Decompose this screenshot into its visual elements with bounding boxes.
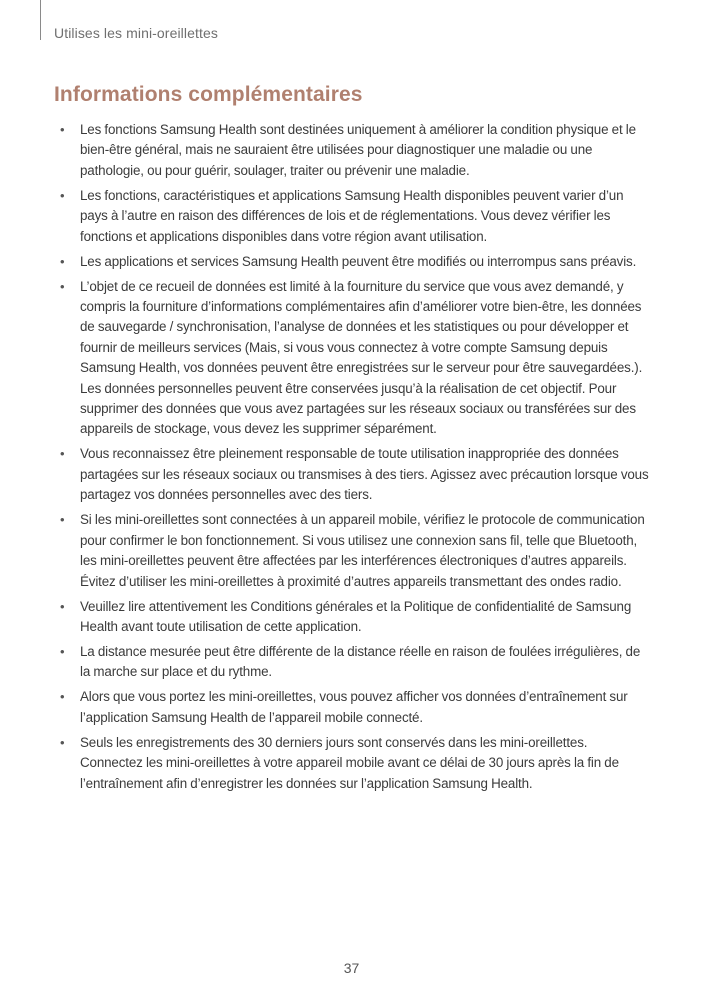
bullet-icon: • — [60, 446, 65, 462]
list-item-text: Seuls les enregistrements des 30 derniers jours sont conservés dans les mini-oreillettes. Connectez les mini-oreillettes à votre appareil mobile avant ce délai de 30 jours après la fin de l’entraînement afin d’enregistrer les données sur l’application Samsung Health. — [80, 734, 619, 791]
bullet-icon: • — [60, 512, 65, 528]
list-item — [60, 597, 650, 638]
bullet-icon: • — [60, 734, 65, 750]
list-item-text: Si les mini-oreillettes sont connectées à un appareil mobile, vérifiez le protocole de communication pour confirmer le bon fonctionnement. Si vous utilisez une connexion sans fil, telle que Bluetooth, les mini-oreillettes peuvent être affectées par les interférences électroniques d’autres appareils. Évitez d’utiliser les mini-oreillettes à proximité d’autres appareils transmettant des ondes radio. — [80, 512, 645, 589]
page-number: 37 — [343, 960, 360, 976]
list-item-text: Vous reconnaissez être pleinement responsable de toute utilisation inappropriée des données partagées sur les réseaux sociaux ou transmises à des tiers. Agissez avec précaution lorsque vous partagez vos données personnelles avec des tiers. — [80, 446, 649, 503]
list-item-text: La distance mesurée peut être différente de la distance réelle en raison de foulées irrégulières, de la marche sur place et du rythme. — [80, 643, 641, 680]
bullet-icon: • — [60, 278, 65, 294]
bullet-icon: • — [60, 643, 65, 659]
list-item — [60, 687, 650, 728]
list-item — [60, 252, 650, 272]
list-item — [60, 642, 650, 683]
list-item — [60, 733, 650, 794]
bullet-icon: • — [60, 253, 65, 269]
list-item-text: Alors que vous portez les mini-oreillettes, vous pouvez afficher vos données d’entraînement sur l’application Samsung Health de l’appareil mobile connecté. — [80, 689, 628, 725]
bullet-icon: • — [60, 598, 65, 614]
list-item-text: Veuillez lire attentivement les Conditions générales et la Politique de confidentialité de Samsung Health avant toute utilisation de cette application. — [80, 598, 632, 634]
bullet-list — [60, 120, 650, 799]
list-item-text: Les fonctions, caractéristiques et applications Samsung Health disponibles peuvent varier d’un pays à l’autre en raison des différences de lois et de réglementations. Vous devez vérifier les fonctions et applications disponibles dans votre région avant utilisation. — [80, 187, 624, 244]
list-item-text: Les fonctions Samsung Health sont destinées uniquement à améliorer la condition physique et le bien-être général, mais ne sauraient être utilisées pour diagnostiquer une maladie ou une pathologie, ou pour guérir, soulager, traiter ou prévenir une maladie. — [80, 122, 636, 178]
running-head: Utilises les mini-oreillettes — [54, 25, 218, 41]
list-item — [60, 444, 650, 505]
bullet-icon: • — [60, 689, 65, 705]
list-item — [60, 277, 650, 440]
header-side-rule — [40, 0, 41, 40]
list-item — [60, 120, 650, 181]
list-item — [60, 510, 650, 592]
list-item-text: Les applications et services Samsung Health peuvent être modifiés ou interrompus sans préavis. — [80, 253, 637, 269]
list-item-text: L’objet de ce recueil de données est limité à la fourniture du service que vous avez demandé, y compris la fourniture d’informations complémentaires afin d’améliorer votre bien-être, les données de sauvegarde / synchronisation, l’analyse de données et les statistiques ou pour développer et fournir de meilleurs services (Mais, si vous vous connectez à votre compte Samsung depuis Samsung Health, vos données peuvent être enregistrées sur le serveur pour être sauvegardées.). Les données personnelles peuvent être conservées jusqu’à la réalisation de cet objectif. Pour supprimer des données que vous avez partagées sur les réseaux sociaux ou transférées sur des appareils de stockage, vous devez les supprimer séparément. — [80, 278, 643, 437]
bullet-icon: • — [60, 122, 65, 137]
list-item — [60, 186, 650, 247]
bullet-icon: • — [60, 187, 65, 203]
section-title: Informations complémentaires — [54, 83, 363, 106]
